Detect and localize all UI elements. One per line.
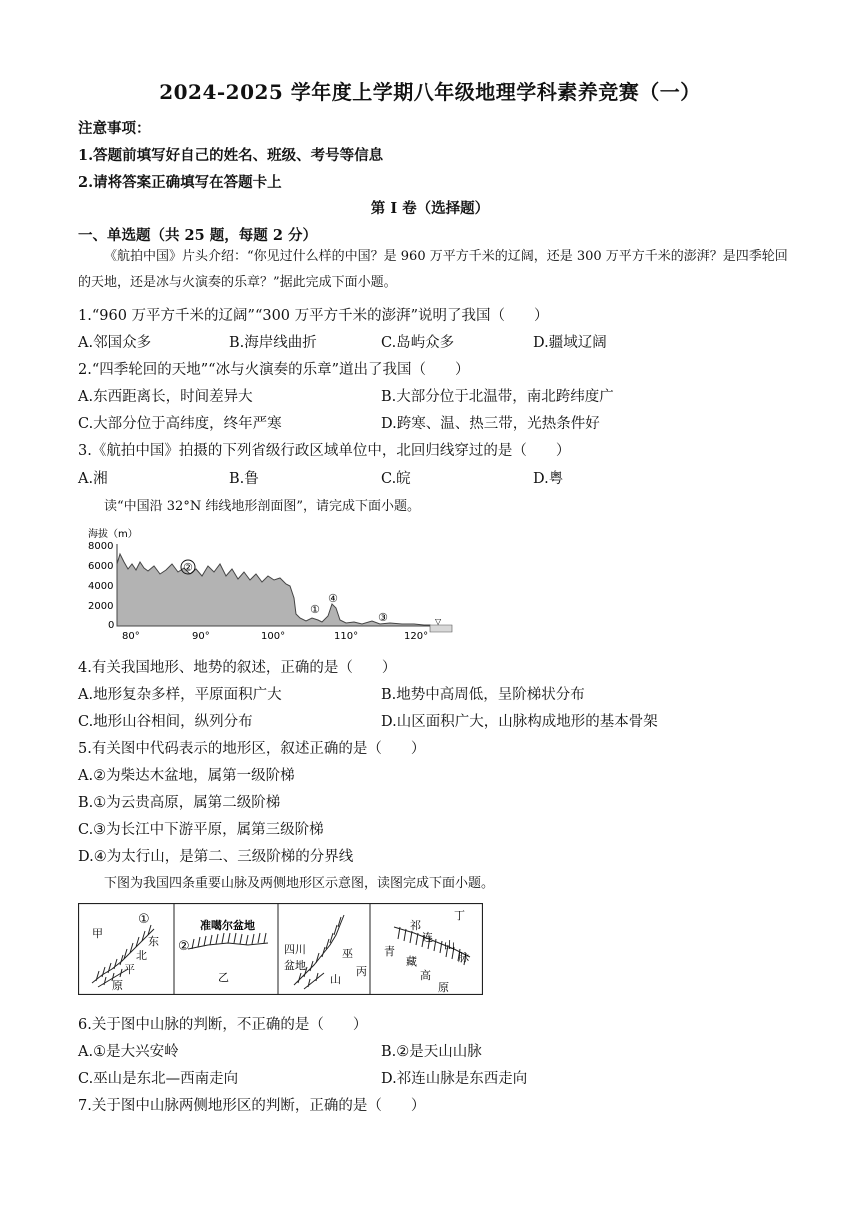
xtick-80: 80° [122, 631, 140, 642]
q3-option-c[interactable]: C.皖 [381, 471, 411, 487]
intro-profile: 读“中国沿 32°N 纬线地形剖面图”，请完成下面小题。 [104, 499, 420, 514]
ytick-8000: 8000 [88, 541, 114, 552]
xtick-90: 90° [192, 631, 210, 642]
p1-jia: 甲 [92, 927, 103, 940]
xtick-120: 120° [404, 631, 429, 642]
xtick-100: 100° [261, 631, 286, 642]
q5-option-c[interactable]: C.③为长江中下游平原，属第三级阶梯 [78, 822, 324, 838]
q3-option-a[interactable]: A.湘 [78, 471, 108, 487]
q6-option-a[interactable]: A.①是大兴安岭 [78, 1044, 179, 1060]
p4-mai: 脉 [458, 951, 469, 964]
marker-4-label: ④ [328, 592, 338, 605]
p3-wu: 巫 [342, 947, 353, 960]
p2-num: ② [178, 939, 190, 954]
sea-level-marker: ▽ [435, 617, 442, 626]
p1-ping: 平 [124, 963, 135, 976]
notes-item-1: 1.答题前填写好自己的姓名、班级、考号等信息 [78, 147, 384, 164]
p1-bei: 北 [136, 949, 147, 962]
chart-ylabel: 海拔（m） [88, 529, 138, 540]
p3-si: 四川 [284, 943, 306, 956]
q4-option-a[interactable]: A.地形复杂多样，平原面积广大 [78, 687, 282, 703]
q2-option-b[interactable]: B.大部分位于北温带，南北跨纬度广 [381, 389, 614, 405]
q3-stem: 3.《航拍中国》拍摄的下列省级行政区域单位中，北回归线穿过的是（ ） [78, 443, 571, 459]
q5-option-a[interactable]: A.②为柴达木盆地，属第一级阶梯 [78, 768, 295, 784]
mountain-diagram [78, 903, 483, 995]
ytick-2000: 2000 [88, 601, 114, 612]
p2-basin: 准噶尔盆地 [200, 919, 255, 932]
p4-lian: 连 [422, 931, 433, 944]
ytick-4000: 4000 [88, 581, 114, 592]
p1-num: ① [138, 912, 150, 927]
q1-option-c[interactable]: C.岛屿众多 [381, 335, 455, 351]
p4-shan: 山 [444, 939, 455, 952]
notes-item-2: 2.请将答案正确填写在答题卡上 [78, 174, 282, 191]
xtick-110: 110° [334, 631, 359, 642]
q2-option-c[interactable]: C.大部分位于高纬度，终年严寒 [78, 416, 282, 432]
section-title: 一、单选题（共 25 题，每题 2 分） [78, 227, 317, 244]
q6-option-c[interactable]: C.巫山是东北—西南走向 [78, 1071, 239, 1087]
p4-yuan: 原 [438, 981, 449, 994]
terrain-profile-chart [84, 524, 456, 644]
p1-yuan: 原 [112, 979, 123, 992]
q1-option-a[interactable]: A.邻国众多 [78, 335, 152, 351]
q3-option-b[interactable]: B.鲁 [229, 471, 259, 487]
p4-zang: 藏 [406, 955, 417, 968]
q5-stem: 5.有关图中代码表示的地形区，叙述正确的是（ ） [78, 741, 426, 757]
p1-dong: 东 [148, 935, 159, 948]
q6-option-b[interactable]: B.②是天山山脉 [381, 1044, 482, 1060]
q2-stem: 2.“四季轮回的天地”“冰与火演奏的乐章”道出了我国（ ） [78, 362, 470, 378]
q5-option-d[interactable]: D.④为太行山，是第二、三级阶梯的分界线 [78, 849, 354, 865]
q1-option-d[interactable]: D.疆域辽阔 [533, 335, 607, 351]
ytick-0: 0 [108, 620, 115, 631]
sea-surface [430, 625, 452, 632]
q4-option-c[interactable]: C.地形山谷相间，纵列分布 [78, 714, 253, 730]
q2-option-a[interactable]: A.东西距离长，时间差异大 [78, 389, 253, 405]
ytick-6000: 6000 [88, 561, 114, 572]
q1-option-b[interactable]: B.海岸线曲折 [229, 335, 317, 351]
p2-yi: 乙 [218, 971, 229, 984]
q7-stem: 7.关于图中山脉两侧地形区的判断，正确的是（ ） [78, 1098, 426, 1114]
intro-mountains: 下图为我国四条重要山脉及两侧地形区示意图，读图完成下面小题。 [104, 876, 495, 891]
passage-1 [78, 244, 790, 296]
volume-title: 第 I 卷（选择题） [370, 200, 490, 217]
p4-qing: 青 [384, 945, 395, 958]
p4-qi: 祁 [410, 919, 421, 932]
q4-option-d[interactable]: D.山区面积广大，山脉构成地形的基本骨架 [381, 714, 658, 730]
p3-bing: 丙 [356, 965, 367, 978]
p3-pen: 盆地 [284, 959, 306, 972]
q5-option-b[interactable]: B.①为云贵高原，属第二级阶梯 [78, 795, 281, 811]
marker-1-label: ① [310, 603, 320, 616]
q6-stem: 6.关于图中山脉的判断，不正确的是（ ） [78, 1017, 368, 1033]
p4-ding: 丁 [454, 909, 465, 922]
marker-3-label: ③ [378, 611, 388, 624]
q4-option-b[interactable]: B.地势中高周低，呈阶梯状分布 [381, 687, 585, 703]
q2-option-d[interactable]: D.跨寒、温、热三带，光热条件好 [381, 416, 600, 432]
exam-title: 2024-2025 学年度上学期八年级地理学科素养竞赛（一） [159, 80, 701, 104]
q4-stem: 4.有关我国地形、地势的叙述，正确的是（ ） [78, 660, 397, 676]
p3-shan: 山 [330, 973, 341, 986]
marker-2-label: ② [183, 561, 193, 574]
q6-option-d[interactable]: D.祁连山脉是东西走向 [381, 1071, 528, 1087]
passage-1-text: 《航拍中国》片头介绍：“你见过什么样的中国？是 960 万平方千米的辽阔，还是 300 万平方千米的澎湃？是四季轮回的天地，还是冰与火演奏的乐章？”据此完成下面小题。 [78, 249, 788, 290]
p4-gao: 高 [420, 969, 431, 982]
notes-heading: 注意事项： [78, 120, 151, 137]
q1-stem: 1.“960 万平方千米的辽阔”“300 万平方千米的澎湃”说明了我国（ ） [78, 308, 549, 324]
q3-option-d[interactable]: D.粤 [533, 471, 564, 487]
